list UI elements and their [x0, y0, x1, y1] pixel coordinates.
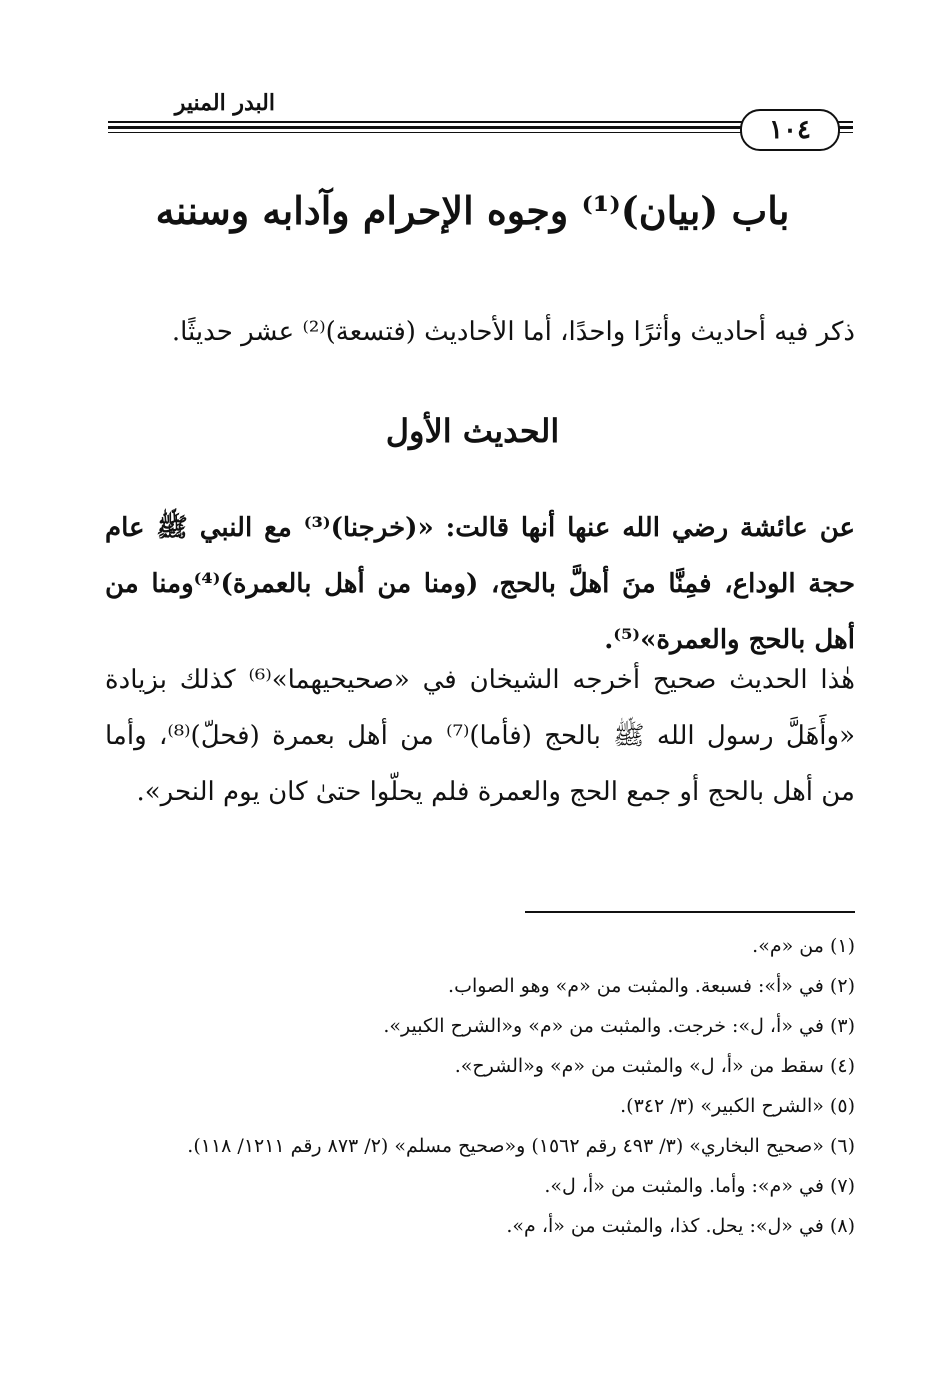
footnote-separator	[525, 911, 855, 913]
running-head: البدر المنير	[174, 90, 275, 116]
footnotes-list	[105, 926, 855, 1246]
footnote-item: (٣) في «أ، ل»: خرجت. والمثبت من «م» و«الشرح الكبير».	[383, 1015, 855, 1037]
intro-paragraph: ذكر فيه أحاديث وأثرًا واحدًا، أما الأحاديث (فتسعة)⁽²⁾ عشر حديثًا.	[171, 317, 855, 347]
footnote-item: (٥) «الشرح الكبير» (٣/ ٣٤٢).	[620, 1095, 855, 1117]
footnote-item: (١) من «م».	[752, 935, 855, 957]
section-title: الحديث الأول	[385, 412, 560, 450]
commentary-paragraph: هٰذا الحديث صحيح أخرجه الشيخان في «صحيحيهما»⁽⁶⁾ كذلك بزيادة «وأَهَلَّ رسول الله ﷺ بالحج (فأما)⁽⁷⁾ من أهل بعمرة (فحلّ)⁽⁸⁾، وأما من أهل بالحج أو جمع الحج والعمرة فلم يحلّوا حتىٰ كان يوم النحر».	[105, 665, 855, 807]
hadith-paragraph: عن عائشة رضي الله عنها أنها قالت: «(خرجنا)⁽³⁾ مع النبي ﷺ عام حجة الوداع، فمِنَّا منَ أهلَّ بالحج، (ومنا من أهل بالعمرة)⁽⁴⁾ومنا من أهل بالحج والعمرة»⁽⁵⁾.	[105, 513, 856, 655]
footnote-item: (٧) في «م»: وأما. والمثبت من «أ، ل».	[544, 1175, 855, 1197]
chapter-title: باب (بيان)⁽¹⁾ وجوه الإحرام وآدابه وسننه	[155, 188, 790, 233]
footnote-item: (٦) «صحيح البخاري» (٣/ ٤٩٣ رقم ١٥٦٢) و«صحيح مسلم» (٢/ ٨٧٣ رقم ١٢١١/ ١١٨).	[187, 1135, 855, 1157]
footnote-item: (٤) سقط من «أ، ل» والمثبت من «م» و«الشرح».	[454, 1055, 855, 1077]
footnote-item: (٨) في «ل»: يحل. كذا، والمثبت من «أ، م».	[506, 1215, 855, 1237]
page-number: ١٠٤	[740, 109, 840, 151]
footnote-item: (٢) في «أ»: فسبعة. والمثبت من «م» وهو الصواب.	[448, 975, 855, 997]
